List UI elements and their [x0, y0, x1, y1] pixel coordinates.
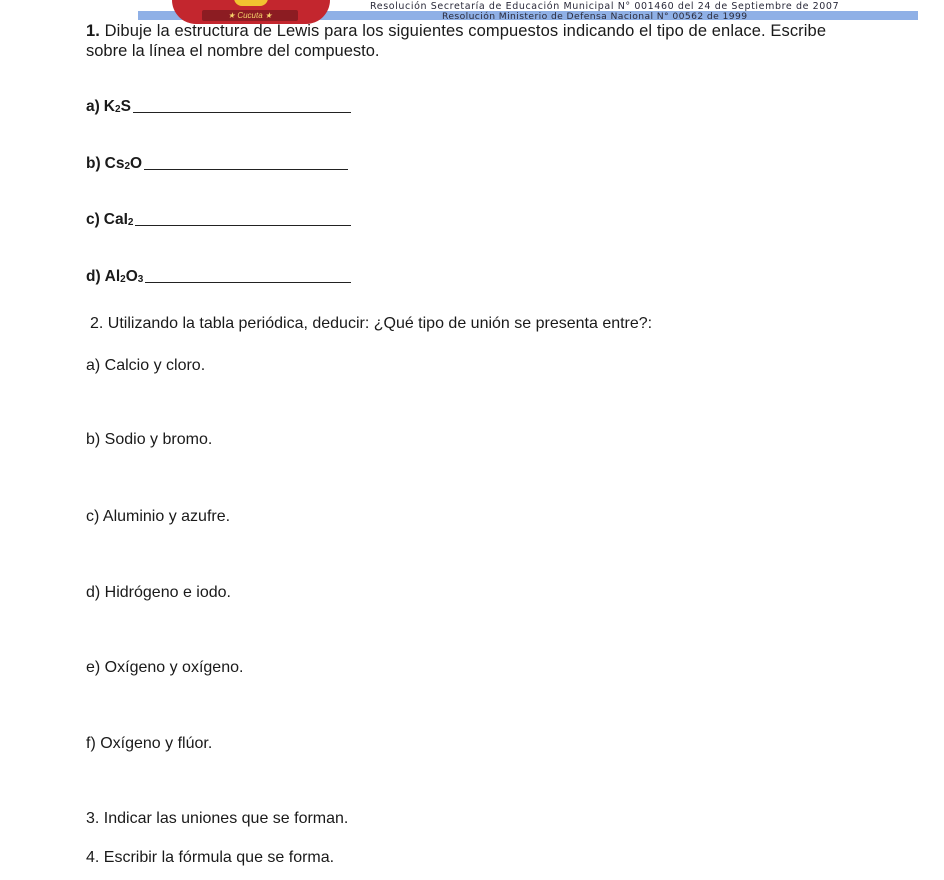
question-2-item-b: b) Sodio y bromo. — [86, 431, 213, 448]
compound-formula: CaI$_2$ — [103, 211, 134, 228]
question-2-item-c: c) Aluminio y azufre. — [86, 508, 231, 525]
header-resolution-2: Resolución Ministerio de Defensa Nacional N° 00562 de 1999 — [442, 11, 748, 22]
compound-item-d — [86, 268, 351, 286]
question-1-number: 1. — [86, 22, 100, 40]
question-1-line-1 — [86, 22, 826, 41]
answer-line[interactable] — [133, 111, 351, 113]
logo-shield — [234, 0, 268, 6]
answer-line[interactable] — [135, 224, 351, 226]
question-2-item-e: e) Oxígeno y oxígeno. — [86, 659, 244, 676]
answer-line[interactable] — [145, 281, 351, 283]
question-2-text: 2. Utilizando la tabla periódica, deducir: ¿Qué tipo de unión se presenta entre?: — [90, 315, 653, 332]
question-1-text: Dibuje la estructura de Lewis para los siguientes compuestos indicando el tipo de enlace. Escribe — [99, 22, 827, 40]
compound-item-a — [86, 98, 351, 116]
compound-formula: $Al_2O_3$ — [104, 268, 144, 285]
question-2-item-d: d) Hidrógeno e iodo. — [86, 584, 231, 601]
compound-label: d) — [86, 268, 101, 285]
compound-formula: $K_2S$ — [103, 98, 131, 115]
answer-line[interactable] — [144, 168, 348, 170]
question-2-item-f: f) Oxígeno y flúor. — [86, 735, 213, 752]
question-3-text: 3. Indicar las uniones que se forman. — [86, 810, 349, 827]
school-logo — [172, 0, 330, 24]
compound-label: a) — [86, 98, 100, 115]
compound-item-b — [86, 155, 348, 173]
logo-ribbon: ★ Cucuta ★ — [202, 10, 298, 21]
header-resolution-1: Resolución Secretaría de Educación Municipal N° 001460 del 24 de Septiembre de 2007 — [370, 1, 840, 12]
question-1-line-2: sobre la línea el nombre del compuesto. — [86, 42, 380, 60]
compound-formula: $Cs_2O$ — [104, 155, 143, 172]
compound-label: c) — [86, 211, 100, 228]
question-4-text: 4. Escribir la fórmula que se forma. — [86, 849, 335, 866]
question-2-item-a: a) Calcio y cloro. — [86, 357, 206, 374]
compound-item-c — [86, 211, 351, 229]
compound-label: b) — [86, 155, 101, 172]
